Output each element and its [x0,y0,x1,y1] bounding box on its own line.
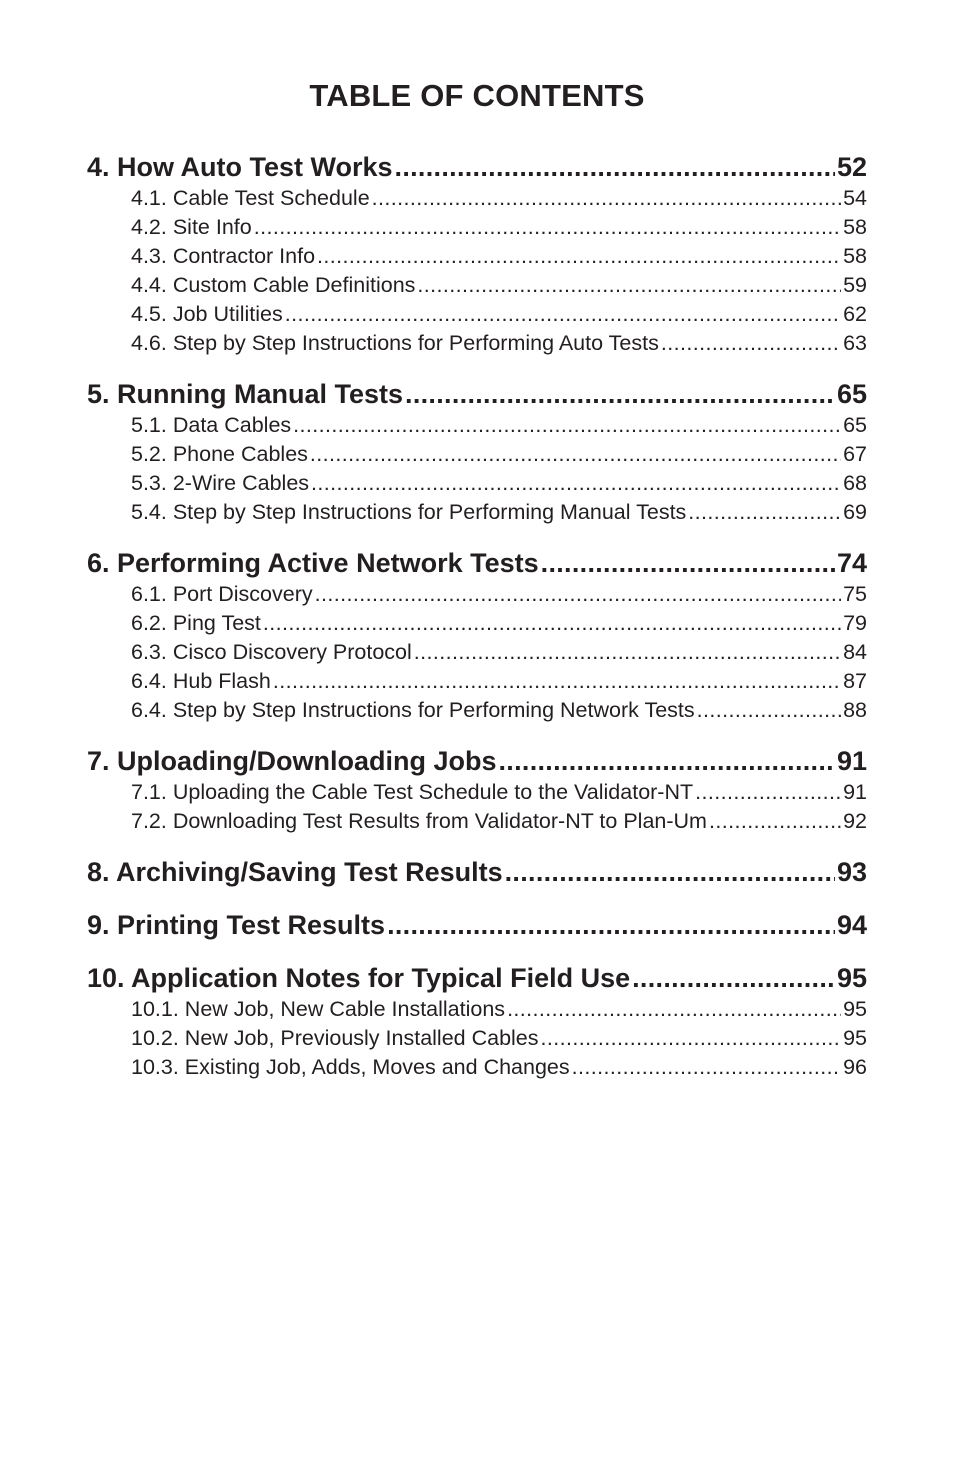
toc-section [87,150,867,358]
subsection-page-number: 75 [843,582,867,606]
subsection-title: 10.3. Existing Job, Adds, Moves and Changes [131,1055,570,1079]
subsection-page-number: 87 [843,669,867,693]
dot-leader [541,546,835,580]
subsection-page-number: 92 [843,809,867,833]
subsection-page-number: 59 [843,273,867,297]
subsection-title: 5.4. Step by Step Instructions for Performing Manual Tests [131,500,687,524]
subsection-title: 4.4. Custom Cable Definitions [131,273,416,297]
dot-leader [293,411,841,440]
subsection-title: 6.3. Cisco Discovery Protocol [131,640,412,664]
subsection-page-number: 54 [843,186,867,210]
toc-chapter-entry[interactable] [87,546,867,580]
subsection-page-number: 95 [843,1026,867,1050]
toc-chapter-entry[interactable] [87,961,867,995]
subsection-page-number: 58 [843,244,867,268]
dot-leader [405,377,835,411]
subsection-title: 6.4. Step by Step Instructions for Performing Network Tests [131,698,695,722]
subsection-title: 6.1. Port Discovery [131,582,313,606]
subsection-title: 5.3. 2-Wire Cables [131,471,310,495]
chapter-page-number: 65 [836,379,867,409]
toc-section [87,855,867,889]
toc-subsection-entry[interactable] [87,580,867,609]
toc-subsection-entry[interactable] [87,638,867,667]
toc-subsection-entry[interactable] [87,329,867,358]
subsection-title: 10.2. New Job, Previously Installed Cables [131,1026,539,1050]
toc-section [87,377,867,527]
toc-subsection-entry[interactable] [87,1053,867,1082]
chapter-title: 7. Uploading/Downloading Jobs [87,746,497,776]
subsection-title: 6.2. Ping Test [131,611,261,635]
subsection-title: 4.5. Job Utilities [131,302,283,326]
toc-subsection-entry[interactable] [87,498,867,527]
toc-section [87,546,867,725]
subsection-title: 4.1. Cable Test Schedule [131,186,370,210]
subsection-title: 7.1. Uploading the Cable Test Schedule to the Validator-NT [131,780,694,804]
chapter-page-number: 74 [836,548,867,578]
dot-leader [507,995,841,1024]
dot-leader [395,150,835,184]
dot-leader [315,580,841,609]
chapter-page-number: 94 [836,910,867,940]
toc-subsection-entry[interactable] [87,469,867,498]
toc-subsection-entry[interactable] [87,1024,867,1053]
subsection-page-number: 62 [843,302,867,326]
subsection-page-number: 65 [843,413,867,437]
table-of-contents [87,150,867,1101]
dot-leader [311,469,841,498]
dot-leader [414,638,841,667]
chapter-page-number: 95 [836,963,867,993]
dot-leader [541,1024,842,1053]
chapter-title: 6. Performing Active Network Tests [87,548,539,578]
toc-subsection-entry[interactable] [87,271,867,300]
dot-leader [372,184,841,213]
toc-chapter-entry[interactable] [87,744,867,778]
subsection-page-number: 96 [843,1055,867,1079]
subsection-title: 7.2. Downloading Test Results from Validator-NT to Plan-Um [131,809,707,833]
subsection-title: 4.3. Contractor Info [131,244,316,268]
toc-subsection-entry[interactable] [87,696,867,725]
dot-leader [254,213,841,242]
dot-leader [572,1053,841,1082]
dot-leader [632,961,835,995]
dot-leader [695,778,841,807]
chapter-title: 10. Application Notes for Typical Field Use [87,963,631,993]
dot-leader [709,807,841,836]
toc-section [87,961,867,1082]
toc-chapter-entry[interactable] [87,855,867,889]
dot-leader [499,744,835,778]
toc-subsection-entry[interactable] [87,242,867,271]
dot-leader [263,609,841,638]
toc-section [87,908,867,942]
chapter-title: 4. How Auto Test Works [87,152,393,182]
subsection-page-number: 63 [843,331,867,355]
dot-leader [285,300,841,329]
page-title: TABLE OF CONTENTS [309,78,645,113]
toc-chapter-entry[interactable] [87,908,867,942]
dot-leader [417,271,841,300]
toc-subsection-entry[interactable] [87,213,867,242]
dot-leader [697,696,841,725]
dot-leader [661,329,841,358]
subsection-title: 6.4. Hub Flash [131,669,271,693]
chapter-title: 8. Archiving/Saving Test Results [87,857,503,887]
subsection-page-number: 91 [843,780,867,804]
subsection-title: 5.1. Data Cables [131,413,292,437]
toc-subsection-entry[interactable] [87,667,867,696]
subsection-title: 5.2. Phone Cables [131,442,308,466]
subsection-page-number: 95 [843,997,867,1021]
toc-chapter-entry[interactable] [87,377,867,411]
subsection-page-number: 68 [843,471,867,495]
dot-leader [505,855,835,889]
chapter-page-number: 91 [836,746,867,776]
chapter-title: 9. Printing Test Results [87,910,386,940]
dot-leader [317,242,841,271]
subsection-page-number: 67 [843,442,867,466]
subsection-page-number: 69 [843,500,867,524]
subsection-page-number: 84 [843,640,867,664]
dot-leader [273,667,841,696]
toc-subsection-entry[interactable] [87,995,867,1024]
toc-subsection-entry[interactable] [87,184,867,213]
toc-subsection-entry[interactable] [87,440,867,469]
toc-subsection-entry[interactable] [87,609,867,638]
chapter-title: 5. Running Manual Tests [87,379,404,409]
toc-subsection-entry[interactable] [87,411,867,440]
subsection-title: 4.6. Step by Step Instructions for Performing Auto Tests [131,331,659,355]
subsection-page-number: 79 [843,611,867,635]
subsection-page-number: 88 [843,698,867,722]
toc-subsection-entry[interactable] [87,300,867,329]
chapter-page-number: 93 [836,857,867,887]
dot-leader [387,908,835,942]
chapter-page-number: 52 [836,152,867,182]
subsection-title: 10.1. New Job, New Cable Installations [131,997,506,1021]
toc-subsection-entry[interactable] [87,807,867,836]
subsection-page-number: 58 [843,215,867,239]
toc-section [87,744,867,836]
dot-leader [688,498,841,527]
dot-leader [310,440,841,469]
toc-subsection-entry[interactable] [87,778,867,807]
toc-chapter-entry[interactable] [87,150,867,184]
subsection-title: 4.2. Site Info [131,215,252,239]
